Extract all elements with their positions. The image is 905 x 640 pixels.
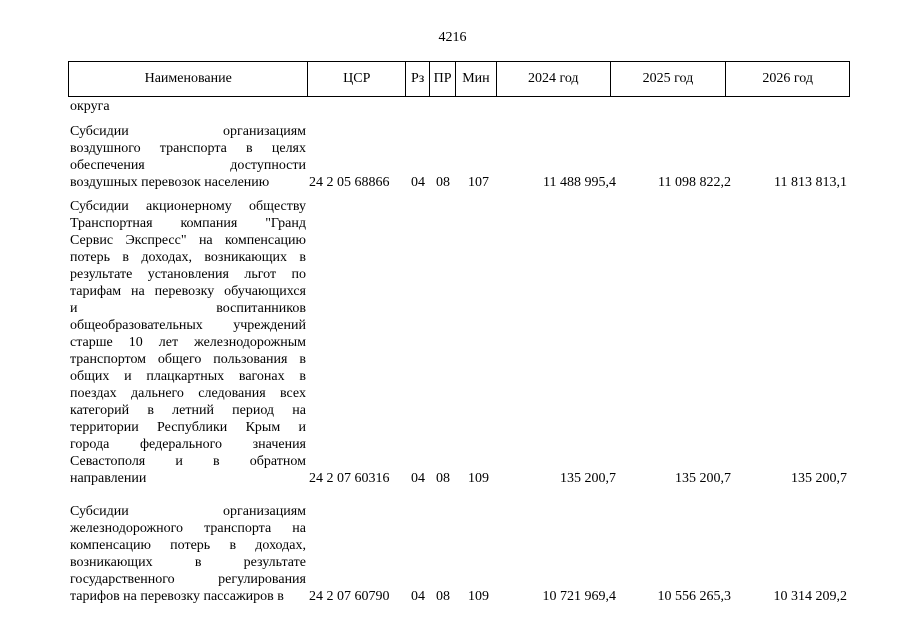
row-name-word: на: [292, 403, 306, 418]
row-name-line: [70, 351, 306, 368]
row-y2025-cell: 10 556 265,3: [657, 589, 731, 604]
row-csr-cell: 24 2 07 60790: [309, 589, 390, 604]
header-2026: 2026 год: [762, 71, 813, 86]
row-y2024-cell: 135 200,7: [560, 471, 616, 486]
row-name-word: возникающих: [70, 555, 153, 570]
row-name-line: [70, 385, 306, 402]
row-name-line: [70, 453, 306, 470]
row-y2025-cell: 135 200,7: [675, 471, 731, 486]
row-name-word: установления: [147, 267, 229, 282]
row-csr-cell: 24 2 05 68866: [309, 175, 390, 190]
row-name-word: на: [198, 233, 213, 248]
row-y2026-cell: 135 200,7: [791, 471, 847, 486]
row-name-word: в: [299, 352, 306, 367]
header-min: Мин: [456, 62, 497, 96]
row-name-word: Субсидии: [70, 504, 129, 519]
row-name-word: общих: [70, 369, 110, 384]
row-name-word: лет: [158, 335, 179, 350]
row-name-line: тарифов на перевозку пассажиров в: [70, 589, 284, 604]
row-pr-cell: 08: [436, 589, 450, 604]
row-name-line: [70, 249, 306, 266]
header-csr: ЦСР: [308, 62, 406, 96]
row-min-cell: 109: [468, 471, 489, 486]
row-name-word: на: [131, 284, 145, 299]
row-name-word: Экспресс": [125, 233, 187, 248]
row-name-word: в: [299, 250, 306, 265]
row-name-word: города: [70, 437, 110, 452]
row-name-word: регулирования: [218, 572, 306, 587]
row-rz-cell: 04: [411, 175, 425, 190]
row-name-line: [70, 266, 306, 283]
row-name-word: акционерному: [146, 199, 232, 214]
row-name-word: вагонах: [238, 369, 285, 384]
row-name-word: льгот: [244, 267, 277, 282]
row-name-word: транспорта: [159, 141, 227, 156]
row-min-cell: 109: [468, 589, 489, 604]
row-rz-cell: 04: [411, 589, 425, 604]
row-name-word: доходах,: [141, 250, 193, 265]
row-name-word: транспортом: [70, 352, 147, 367]
row-min-cell: 107: [468, 175, 489, 190]
row-name-line: [70, 571, 306, 588]
row-name-word: перевозку: [154, 284, 215, 299]
row-name-word: тарифам: [70, 284, 122, 299]
row-name-word: следования: [198, 386, 266, 401]
row-rz-cell: 04: [411, 471, 425, 486]
row-name-line: [70, 140, 306, 157]
row-name-word: компенсацию: [225, 233, 306, 248]
row-name-word: на: [292, 521, 306, 536]
row-name-word: Транспортная: [70, 216, 153, 231]
header-rz: Рз: [406, 62, 430, 96]
row-name-word: значения: [252, 437, 306, 452]
row-name-word: обеспечения: [70, 158, 145, 173]
row-name-line: [70, 157, 306, 174]
page-number: 4216: [438, 30, 467, 45]
row-name-word: организациям: [223, 124, 306, 139]
row-name-word: по: [291, 267, 306, 282]
row-name-word: территории: [70, 420, 139, 435]
row-name-word: Крым: [245, 420, 281, 435]
row-name-word: "Гранд: [265, 216, 306, 231]
row-name-line: [70, 198, 306, 215]
row-name-word: категорий: [70, 403, 130, 418]
row-y2024-cell: 10 721 969,4: [542, 589, 616, 604]
row-name-word: результате: [243, 555, 306, 570]
row-name-word: плацкартных: [146, 369, 225, 384]
table-header: [68, 61, 850, 97]
row-name-word: в: [246, 141, 253, 156]
row-name-word: и: [298, 420, 306, 435]
row-name-word: организациям: [223, 504, 306, 519]
row-name-word: обратном: [249, 454, 306, 469]
row-name-line: [70, 300, 306, 317]
row-name-line: [70, 232, 306, 249]
row-name-word: 10: [128, 335, 143, 350]
row-name-word: железнодорожным: [194, 335, 306, 350]
row-name-word: Севастополя: [70, 454, 146, 469]
row-name-word: всех: [280, 386, 306, 401]
continuation-text: округа: [70, 99, 110, 114]
row-name-line: [70, 419, 306, 436]
row-name-word: дальнего: [131, 386, 184, 401]
row-name-line: [70, 554, 306, 571]
row-name-word: Субсидии: [70, 199, 129, 214]
row-name-word: Республики: [157, 420, 228, 435]
row-name-line: [70, 123, 306, 140]
row-name-word: доходах,: [255, 538, 306, 553]
row-name-word: компенсацию: [70, 538, 151, 553]
row-name-word: возникающих: [204, 250, 287, 265]
row-name-word: воздушного: [70, 141, 141, 156]
row-name-line: [70, 520, 306, 537]
header-name: Наименование: [69, 62, 308, 96]
row-csr-cell: 24 2 07 60316: [309, 471, 390, 486]
row-name-word: поездах: [70, 386, 117, 401]
row-name-word: общего: [157, 352, 202, 367]
row-pr-cell: 08: [436, 175, 450, 190]
row-name-line: [70, 368, 306, 385]
row-name-word: и: [175, 454, 183, 469]
row-name-word: в: [213, 454, 220, 469]
row-name-word: результате: [70, 267, 133, 282]
row-name-word: в: [122, 250, 130, 265]
row-name-word: общеобразовательных: [70, 318, 203, 333]
row-y2024-cell: 11 488 995,4: [543, 175, 616, 190]
row-name-word: летний: [172, 403, 214, 418]
row-name-word: потерь: [170, 538, 211, 553]
row-name-word: целях: [271, 141, 306, 156]
row-pr-cell: 08: [436, 471, 450, 486]
row-name-line: воздушных перевозок населению: [70, 175, 270, 190]
row-y2026-cell: 11 813 813,1: [774, 175, 847, 190]
row-name-word: транспорта: [204, 521, 272, 536]
row-name-word: обществу: [249, 199, 306, 214]
row-name-word: потерь: [70, 250, 111, 265]
row-name-word: обучающихся: [224, 284, 306, 299]
row-name-word: государственного: [70, 572, 175, 587]
row-name-word: пользования: [213, 352, 288, 367]
row-name-line: направлении: [70, 471, 147, 486]
row-name-word: учреждений: [233, 318, 306, 333]
row-name-line: [70, 436, 306, 453]
row-name-word: в: [229, 538, 237, 553]
row-name-line: [70, 537, 306, 554]
row-name-word: федерального: [139, 437, 222, 452]
row-name-line: [70, 334, 306, 351]
row-name-word: воспитанников: [216, 301, 306, 316]
header-2024: 2024 год: [497, 62, 611, 96]
row-name-word: Субсидии: [70, 124, 129, 139]
row-name-word: Сервис: [70, 233, 114, 248]
row-name-word: в: [194, 555, 202, 570]
row-name-line: [70, 215, 306, 232]
header-2025: 2025 год: [611, 62, 727, 96]
row-name-line: [70, 402, 306, 419]
row-y2025-cell: 11 098 822,2: [658, 175, 731, 190]
row-name-word: железнодорожного: [70, 521, 184, 536]
row-name-word: и: [70, 301, 78, 316]
row-name-word: компания: [180, 216, 238, 231]
row-name-line: [70, 503, 306, 520]
header-pr: ПР: [430, 62, 456, 96]
row-name-word: доступности: [230, 158, 306, 173]
row-name-word: и: [124, 369, 132, 384]
row-name-line: [70, 283, 306, 300]
row-name-word: старше: [70, 335, 113, 350]
row-name-line: [70, 317, 306, 334]
row-name-word: период: [232, 403, 275, 418]
row-y2026-cell: 10 314 209,2: [773, 589, 847, 604]
row-name-word: в: [147, 403, 154, 418]
row-name-word: в: [299, 369, 306, 384]
